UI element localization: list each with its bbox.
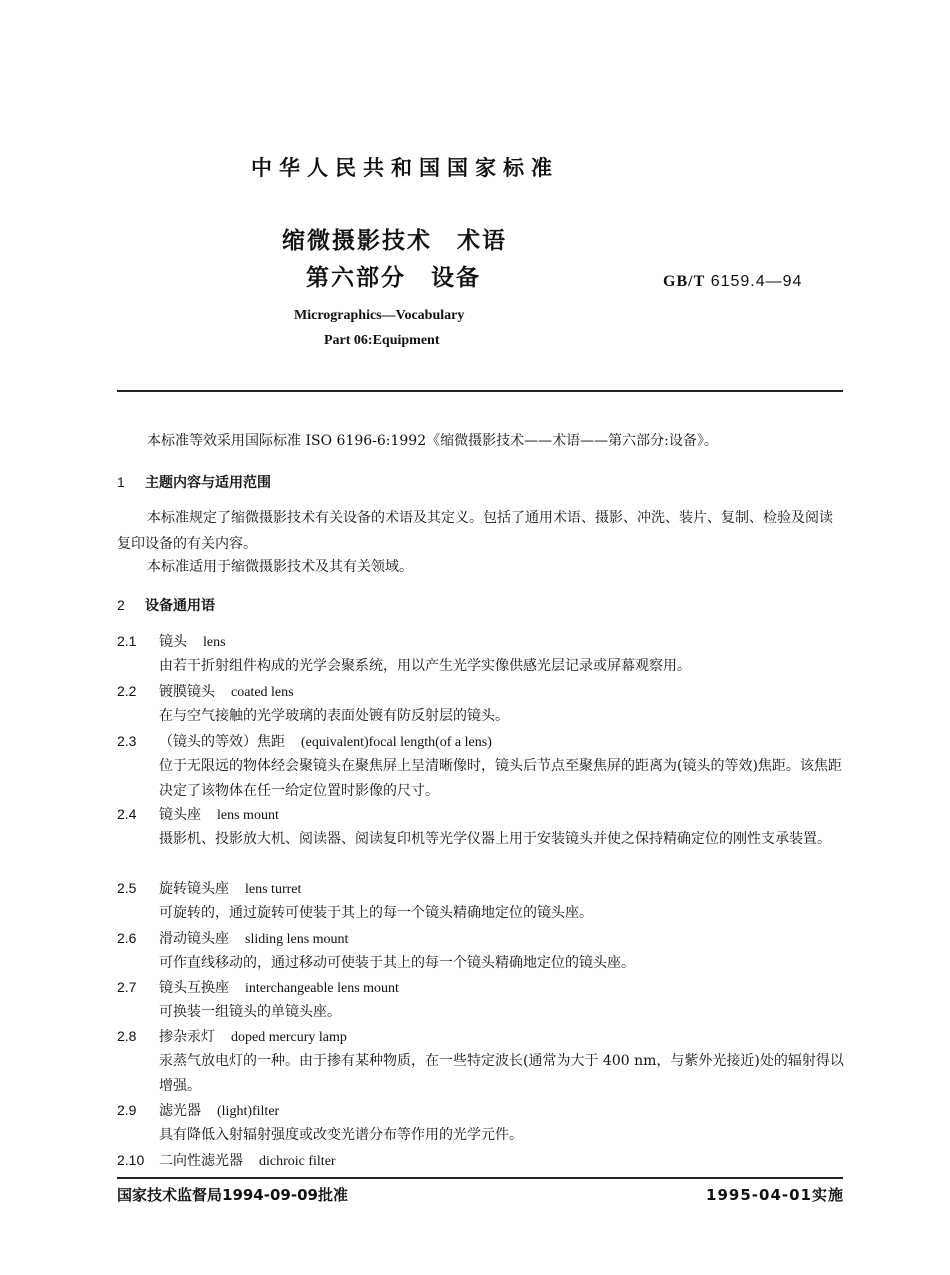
term-definition: 摄影机、投影放大机、阅读器、阅读复印机等光学仪器上用于安装镜头并使之保持精确定位的刚性支承装置。	[159, 831, 831, 847]
term-en: interchangeable lens mount	[245, 981, 399, 996]
term-definition: 位于无限远的物体经会聚镜头在聚焦屏上呈清晰像时，镜头后节点至聚焦屏的距离为(镜头的等效)焦距。该焦距决定了该物体在任一给定位置时影像的尺寸。	[159, 758, 842, 799]
term-en: lens	[203, 635, 226, 650]
term-cn: 镜头座	[159, 807, 201, 823]
term-item	[117, 1024, 845, 1099]
term-number: 2.3	[117, 733, 137, 749]
term-item	[117, 1148, 845, 1173]
term-item	[117, 975, 845, 1025]
term-item	[117, 679, 845, 729]
term-item	[117, 1098, 845, 1148]
term-en: lens mount	[217, 808, 279, 823]
org-title: 中华人民共和国国家标准	[251, 156, 559, 180]
term-cn: （镜头的等效）焦距	[159, 734, 285, 750]
term-en: (light)filter	[217, 1104, 280, 1119]
term-definition: 具有降低入射辐射强度或改变光谱分布等作用的光学元件。	[159, 1127, 523, 1143]
standard-prefix: GB/T	[663, 273, 706, 290]
term-item	[117, 629, 845, 679]
term-number: 2.6	[117, 930, 137, 946]
term-cn: 镜头互换座	[159, 980, 229, 996]
term-item	[117, 802, 845, 852]
title-cn-line2: 第六部分 设备	[306, 265, 481, 291]
term-number: 2.9	[117, 1102, 137, 1118]
term-definition: 可旋转的，通过旋转可使装于其上的每一个镜头精确地定位的镜头座。	[159, 905, 593, 921]
term-en: lens turret	[245, 882, 302, 897]
term-en: (equivalent)focal length(of a lens)	[301, 735, 492, 750]
term-cn: 镀膜镜头	[159, 684, 215, 700]
implementation-date: 1995-04-01实施	[706, 1186, 844, 1204]
term-number: 2.8	[117, 1028, 137, 1044]
term-number: 2.10	[117, 1152, 145, 1168]
term-en: dichroic filter	[259, 1154, 336, 1169]
term-definition: 可作直线移动的，通过移动可使装于其上的每一个镜头精确地定位的镜头座。	[159, 955, 635, 971]
term-number: 2.4	[117, 806, 137, 822]
section-1-para-1: 本标准规定了缩微摄影技术有关设备的术语及其定义。包括了通用术语、摄影、冲洗、装片、复制、检验及阅读复印设备的有关内容。	[117, 510, 833, 552]
term-item	[117, 926, 845, 976]
term-definition: 由若干折射组件构成的光学会聚系统，用以产生光学实像供感光层记录或屏幕观察用。	[159, 658, 691, 674]
section-1-heading	[117, 472, 271, 492]
approval-date: 国家技术监督局1994-09-09批准	[117, 1186, 348, 1204]
title-cn-line1: 缩微摄影技术 术语	[282, 228, 507, 254]
section-2-number: 2	[117, 597, 125, 613]
standard-number: 6159.4—94	[710, 273, 803, 290]
term-cn: 镜头	[159, 634, 187, 650]
footer-divider	[117, 1177, 843, 1179]
term-en: doped mercury lamp	[231, 1030, 347, 1045]
term-cn: 掺杂汞灯	[159, 1029, 215, 1045]
term-number: 2.1	[117, 633, 137, 649]
term-cn: 旋转镜头座	[159, 881, 229, 897]
term-definition: 汞蒸气放电灯的一种。由于掺有某种物质，在一些特定波长(通常为大于 400 nm，与紫外光接近)处的辐射得以增强。	[159, 1053, 844, 1094]
term-cn: 滑动镜头座	[159, 931, 229, 947]
term-item	[117, 876, 845, 926]
section-1-number: 1	[117, 474, 125, 490]
title-en-line2: Part 06:Equipment	[324, 333, 440, 348]
term-definition: 可换装一组镜头的单镜头座。	[159, 1004, 341, 1020]
term-en: coated lens	[231, 685, 294, 700]
standard-code	[663, 273, 802, 291]
section-2-title: 设备通用语	[145, 598, 215, 614]
term-item	[117, 729, 845, 804]
section-2-heading	[117, 595, 215, 615]
section-1-para-2: 本标准适用于缩微摄影技术及其有关领域。	[147, 559, 413, 575]
term-en: sliding lens mount	[245, 932, 349, 947]
term-cn: 二向性滤光器	[159, 1153, 243, 1169]
term-cn: 滤光器	[159, 1103, 201, 1119]
section-1-title: 主题内容与适用范围	[145, 475, 271, 491]
term-definition: 在与空气接触的光学玻璃的表面处镀有防反射层的镜头。	[159, 708, 509, 724]
term-number: 2.7	[117, 979, 137, 995]
term-number: 2.5	[117, 880, 137, 896]
header-divider	[117, 390, 843, 392]
title-en-line1: Micrographics—Vocabulary	[294, 308, 465, 323]
term-number: 2.2	[117, 683, 137, 699]
intro-text: 本标准等效采用国际标准 ISO 6196-6:1992《缩微摄影技术——术语——第六部分:设备》。	[147, 433, 718, 449]
